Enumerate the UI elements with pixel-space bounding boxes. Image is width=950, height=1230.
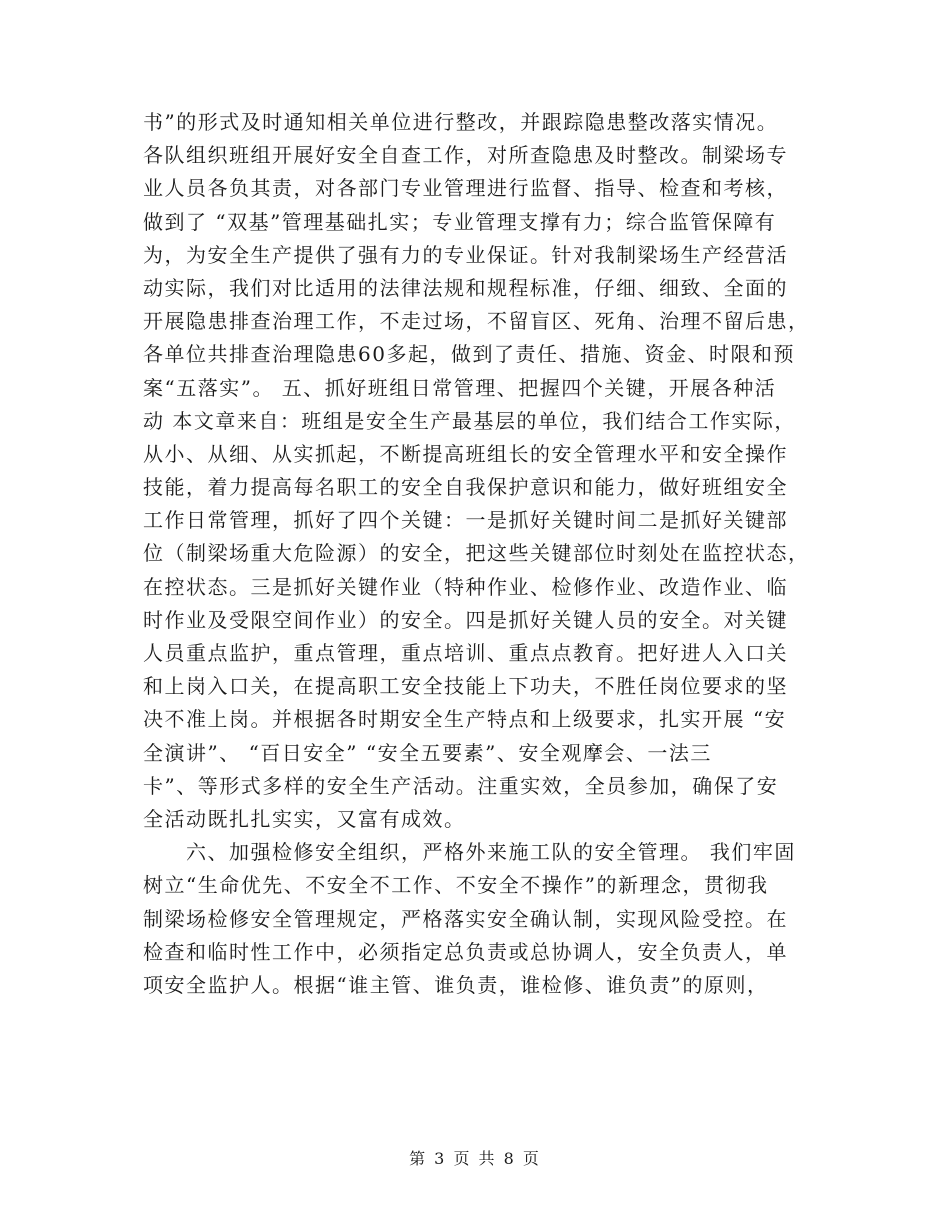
text-line-1: 书”的形式及时通知相关单位进行整改，并跟踪隐患整改落实情况。 xyxy=(143,110,779,134)
text-line-4: 做到了 “双基”管理基础扎实；专业管理支撑有力；综合监管保障有 xyxy=(143,209,777,234)
page-footer: 第 3 页 共 8 页 xyxy=(409,1149,541,1168)
text-line-21: 卡”、等形式多样的安全生产活动。注重实效，全员参加，确保了安 xyxy=(143,773,779,798)
text-line-9: 案“五落实”。 五、抓好班组日常管理、把握四个关键，开展各种活 xyxy=(143,375,777,400)
text-line-20: 全演讲”、 “百日安全” “安全五要素”、安全观摩会、一法三 xyxy=(143,740,712,765)
text-line-14: 位（制梁场重大危险源）的安全，把这些关键部位时刻处在监控状态， xyxy=(143,541,810,566)
text-line-10: 动 本文章来自：班组是安全生产最基层的单位，我们结合工作实际， xyxy=(143,408,796,433)
text-line-7: 开展隐患排查治理工作，不走过场，不留盲区、死角、治理不留后患， xyxy=(143,309,810,334)
text-line-25: 制梁场检修安全管理规定，严格落实安全确认制，实现风险受控。在 xyxy=(143,906,788,931)
text-line-3: 业人员各负其责，对各部门专业管理进行监督、指导、检查和考核， xyxy=(143,176,788,201)
text-line-5: 为，为安全生产提供了强有力的专业保证。针对我制梁场生产经营活 xyxy=(143,242,788,267)
text-line-12: 技能，着力提高每名职工的安全自我保护意识和能力，做好班组安全 xyxy=(143,475,788,500)
text-line-26: 检查和临时性工作中，必须指定总负责或总协调人，安全负责人，单 xyxy=(143,939,788,964)
text-line-8: 各单位共排查治理隐患60多起，做到了责任、措施、资金、时限和预 xyxy=(143,342,795,367)
text-line-19: 决不准上岗。并根据各时期安全生产特点和上级要求，扎实开展 “安 xyxy=(143,707,787,732)
text-line-17: 人员重点监护，重点管理，重点培训、重点点教育。把好进人入口关 xyxy=(143,641,788,665)
text-line-16: 时作业及受限空间作业）的安全。四是抓好关键人员的安全。对关键 xyxy=(143,607,788,632)
text-line-6: 动实际，我们对比适用的法律法规和规程标准，仔细、细致、全面的 xyxy=(143,275,788,300)
text-line-13: 工作日常管理，抓好了四个关键：一是抓好关键时间二是抓好关键部 xyxy=(143,508,788,533)
body-text xyxy=(143,106,823,1002)
text-line-2: 各队组织班组开展好安全自查工作，对所查隐患及时整改。制梁场专 xyxy=(143,143,788,168)
text-line-22: 全活动既扎扎实实，又富有成效。 xyxy=(143,806,466,831)
text-line-27: 项安全监护人。根据“谁主管、谁负责，谁检修、谁负责”的原则， xyxy=(143,972,769,997)
text-line-18: 和上岗入口关，在提高职工安全技能上下功夫，不胜任岗位要求的坚 xyxy=(143,674,788,699)
text-line-24: 树立“生命优先、不安全不工作、不安全不操作”的新理念，贯彻我 xyxy=(143,873,769,898)
text-line-23: 六、加强检修安全组织，严格外来施工队的安全管理。 我们牢固 xyxy=(143,840,796,865)
text-line-15: 在控状态。三是抓好关键作业（特种作业、检修作业、改造作业、临 xyxy=(143,574,788,599)
text-line-11: 从小、从细、从实抓起，不断提高班组长的安全管理水平和安全操作 xyxy=(143,441,788,466)
